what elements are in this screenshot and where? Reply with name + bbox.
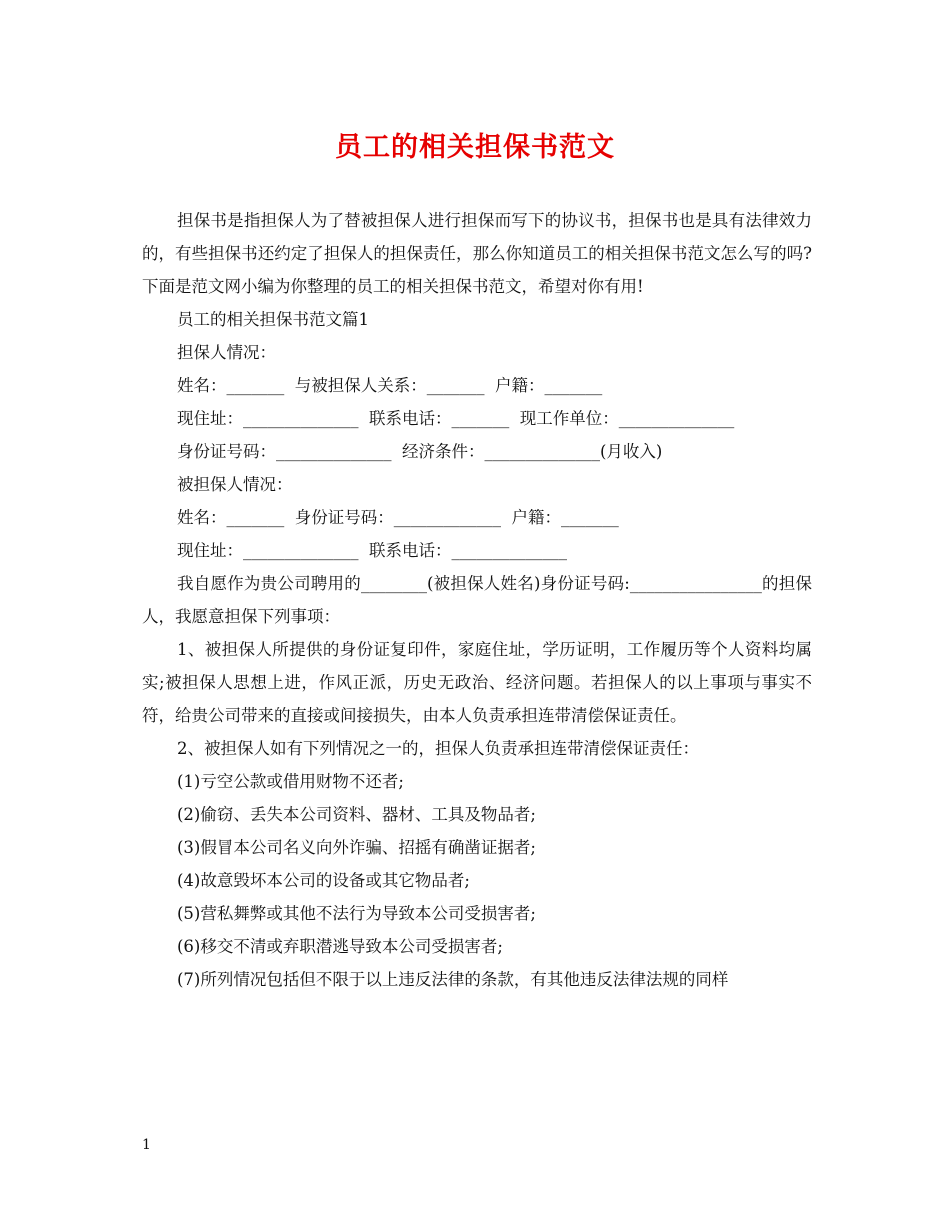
guaranteed-heading: 被担保人情况：	[177, 475, 293, 494]
list-item: (6)移交不清或弃职潜逃导致本公司受损害者;	[177, 937, 503, 956]
section-heading: 员工的相关担保书范文篇1	[177, 310, 369, 329]
intro-paragraph: 担保书是指担保人为了替被担保人进行担保而写下的协议书，担保书也是具有法律效力的，有些担保书还约定了担保人的担保责任，那么你知道员工的相关担保书范文怎么写的吗?下面是范文网小编为你整理的员工的相关担保书范文，希望对你有用!	[142, 211, 812, 296]
page-number: 1	[142, 1137, 151, 1153]
list-item: (2)偷窃、丢失本公司资料、器材、工具及物品者;	[177, 805, 536, 824]
list-item: (7)所列情况包括但不限于以上违反法律的条款，有其他违反法律法规的同样	[177, 970, 729, 989]
guarantor-line-id: 身份证号码：______________ 经济条件：______________(月收入)	[177, 442, 663, 461]
list-item: (4)故意毁坏本公司的设备或其它物品者;	[177, 871, 470, 890]
list-item: (1)亏空公款或借用财物不还者;	[177, 772, 404, 791]
guarantor-heading: 担保人情况：	[177, 343, 276, 362]
guaranteed-line-name: 姓名：_______ 身份证号码：_____________ 户籍：_______	[177, 508, 619, 527]
declaration-paragraph: 我自愿作为贵公司聘用的________(被担保人姓名)身份证号码:________________的担保人，我愿意担保下列事项：	[142, 574, 812, 626]
guarantor-line-address: 现住址：______________ 联系电话：_______ 现工作单位：______________	[177, 409, 735, 428]
document-body	[142, 204, 812, 996]
clause-2: 2、被担保人如有下列情况之一的，担保人负责承担连带清偿保证责任：	[177, 739, 699, 758]
guaranteed-line-address: 现住址：______________ 联系电话：______________	[177, 541, 567, 560]
list-item: (5)营私舞弊或其他不法行为导致本公司受损害者;	[177, 904, 536, 923]
list-item: (3)假冒本公司名义向外诈骗、招摇有确凿证据者;	[177, 838, 536, 857]
guarantor-line-name: 姓名：_______ 与被担保人关系：_______ 户籍：_______	[177, 376, 603, 395]
clause-1: 1、被担保人所提供的身份证复印件，家庭住址，学历证明，工作履历等个人资料均属实;被担保人思想上进，作风正派，历史无政治、经济问题。若担保人的以上事项与事实不符，给贵公司带来的直接或间接损失，由本人负责承担连带清偿保证责任。	[142, 640, 812, 725]
document-title: 员工的相关担保书范文	[335, 132, 615, 163]
